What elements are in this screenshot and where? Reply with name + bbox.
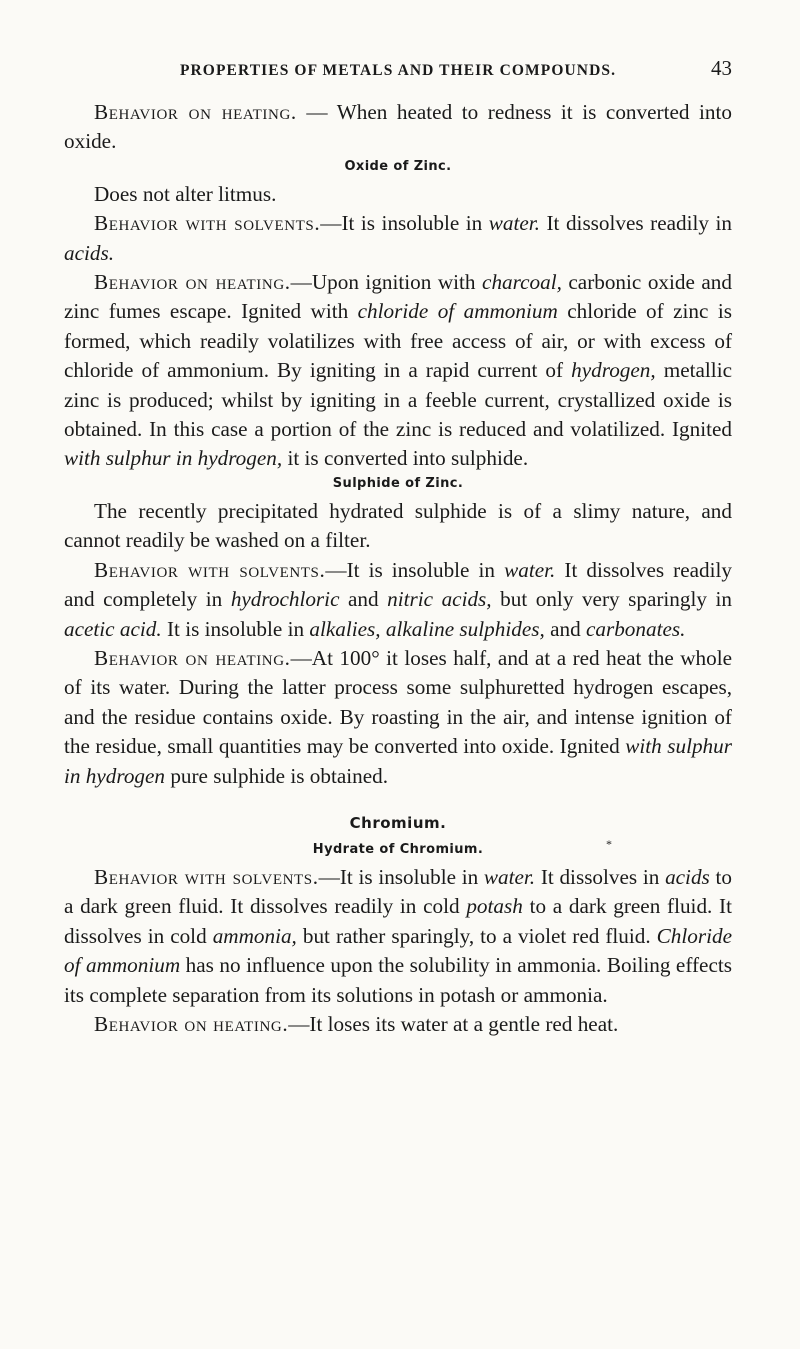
paragraph-sulphide-nature — [64, 497, 732, 556]
italic-term: water. — [504, 557, 556, 582]
paragraph-sulphide-solvents — [64, 556, 732, 644]
italic-term: Chloride of ammonium — [64, 923, 733, 978]
italic-term: acids. — [64, 240, 115, 265]
run-in-heading: Behavior with solvents. — [94, 211, 321, 236]
paragraph-chromium-solvents — [64, 863, 732, 1010]
italic-term: with sulphur in hydrogen, — [64, 446, 283, 471]
italic-term: carbonates. — [585, 616, 686, 641]
italic-term: hydrochloric — [230, 587, 340, 612]
paragraph-oxide-litmus — [64, 180, 732, 209]
text-run: it is converted into sulphide. — [282, 446, 529, 471]
text-run: The recently precipitated hydrated sulphide is of a slimy nature, and cannot readily be washed on a filter. — [64, 498, 732, 553]
italic-term: water. — [488, 211, 540, 236]
subheading-oxide-of-zinc: Oxide of Zinc. — [344, 158, 452, 174]
italic-term: potash — [466, 894, 523, 919]
paragraph-chromium-heating — [64, 1010, 732, 1039]
text-run: It dissolves readily and completely in — [64, 557, 732, 612]
text-run: chloride of zinc is formed, which readily volatilizes with free access of air, or with excess of chloride of ammonium. By igniting in a rapid current of — [64, 299, 732, 383]
text-run: — When heated to redness it is converted into oxide. — [64, 100, 732, 154]
paragraph-sulphide-heating — [64, 644, 732, 791]
text-run: pure sulphide is obtained. — [165, 763, 389, 788]
italic-term: hydrogen, — [571, 358, 656, 383]
text-run: —At 100° it loses half, and at a red heat the whole of its water. During the latter process some sulphuretted hydrogen escapes, and the residue contains oxide. By roasting in the air, and intense ignition of the residue, small quantities may be converted into oxide. Ignited — [64, 645, 733, 759]
run-in-heading: Behavior on heating. — [94, 100, 297, 124]
section-heading-chromium: Chromium. — [349, 813, 447, 832]
italic-term: with sulphur in hydrogen — [64, 734, 732, 788]
run-in-heading: Behavior on heating. — [94, 1011, 289, 1036]
text-run: carbonic oxide and zinc fumes escape. Ignited with — [64, 270, 732, 324]
stray-mark: * — [606, 836, 612, 851]
italic-term: chloride of ammonium — [357, 299, 558, 324]
subheading-sulphide-of-zinc: Sulphide of Zinc. — [332, 475, 464, 491]
text-run: to a dark green fluid. It dissolves readily in cold — [64, 864, 732, 919]
text-run: and — [544, 616, 586, 641]
italic-term: water. — [483, 864, 536, 889]
header-title: PROPERTIES OF METALS AND THEIR COMPOUNDS. — [179, 62, 617, 79]
paragraph-oxide-heating — [64, 268, 732, 474]
text-run: —It is insoluble in — [325, 557, 505, 582]
run-in-heading: Behavior with solvents. — [94, 557, 326, 582]
text-run: metallic zinc is produced; whilst by igniting in a feeble current, crystallized oxide is obtained. In this case a portion of the zinc is reduced and volatilized. Ignited — [64, 358, 732, 442]
italic-term: nitric acids, — [387, 587, 492, 612]
subheading-hydrate-of-chromium: Hydrate of Chromium. — [312, 841, 484, 857]
italic-term: acids — [665, 864, 710, 889]
text-run: but only very sparingly in — [491, 587, 732, 612]
italic-term: alkalies, alkaline sulphides, — [309, 616, 545, 641]
italic-term: charcoal, — [482, 270, 562, 295]
text-run: and — [339, 587, 388, 612]
text-run: —Upon ignition with — [290, 270, 483, 295]
text-run: has no influence upon the solubility in ammonia. Boiling effects its complete separation from its solutions in potash or ammonia. — [64, 953, 732, 1007]
text-run: but rather sparingly, to a violet red fluid. — [296, 923, 657, 948]
text-run: It is insoluble in — [161, 616, 310, 641]
italic-term: ammonia, — [212, 923, 297, 948]
paragraph-oxide-solvents — [64, 209, 732, 268]
run-in-heading: Behavior with solvents. — [94, 864, 319, 889]
running-head — [64, 58, 732, 98]
text-run: —It is insoluble in — [318, 864, 484, 889]
page-number: 43 — [711, 56, 732, 80]
subheading-wrapper — [64, 836, 732, 859]
text-run: —It loses its water at a gentle red heat. — [288, 1011, 619, 1036]
text-run: —It is insoluble in — [320, 211, 489, 236]
italic-term: acetic acid. — [64, 616, 162, 641]
text-run: Does not alter litmus. — [94, 181, 277, 206]
paragraph-zinc-heating — [64, 98, 732, 157]
text-run: It dissolves readily in — [539, 211, 732, 236]
run-in-heading: Behavior on heating. — [94, 645, 291, 670]
run-in-heading: Behavior on heating. — [94, 270, 291, 295]
text-run: to a dark green fluid. It dissolves in cold — [64, 894, 733, 948]
text-run: It dissolves in — [535, 864, 666, 889]
